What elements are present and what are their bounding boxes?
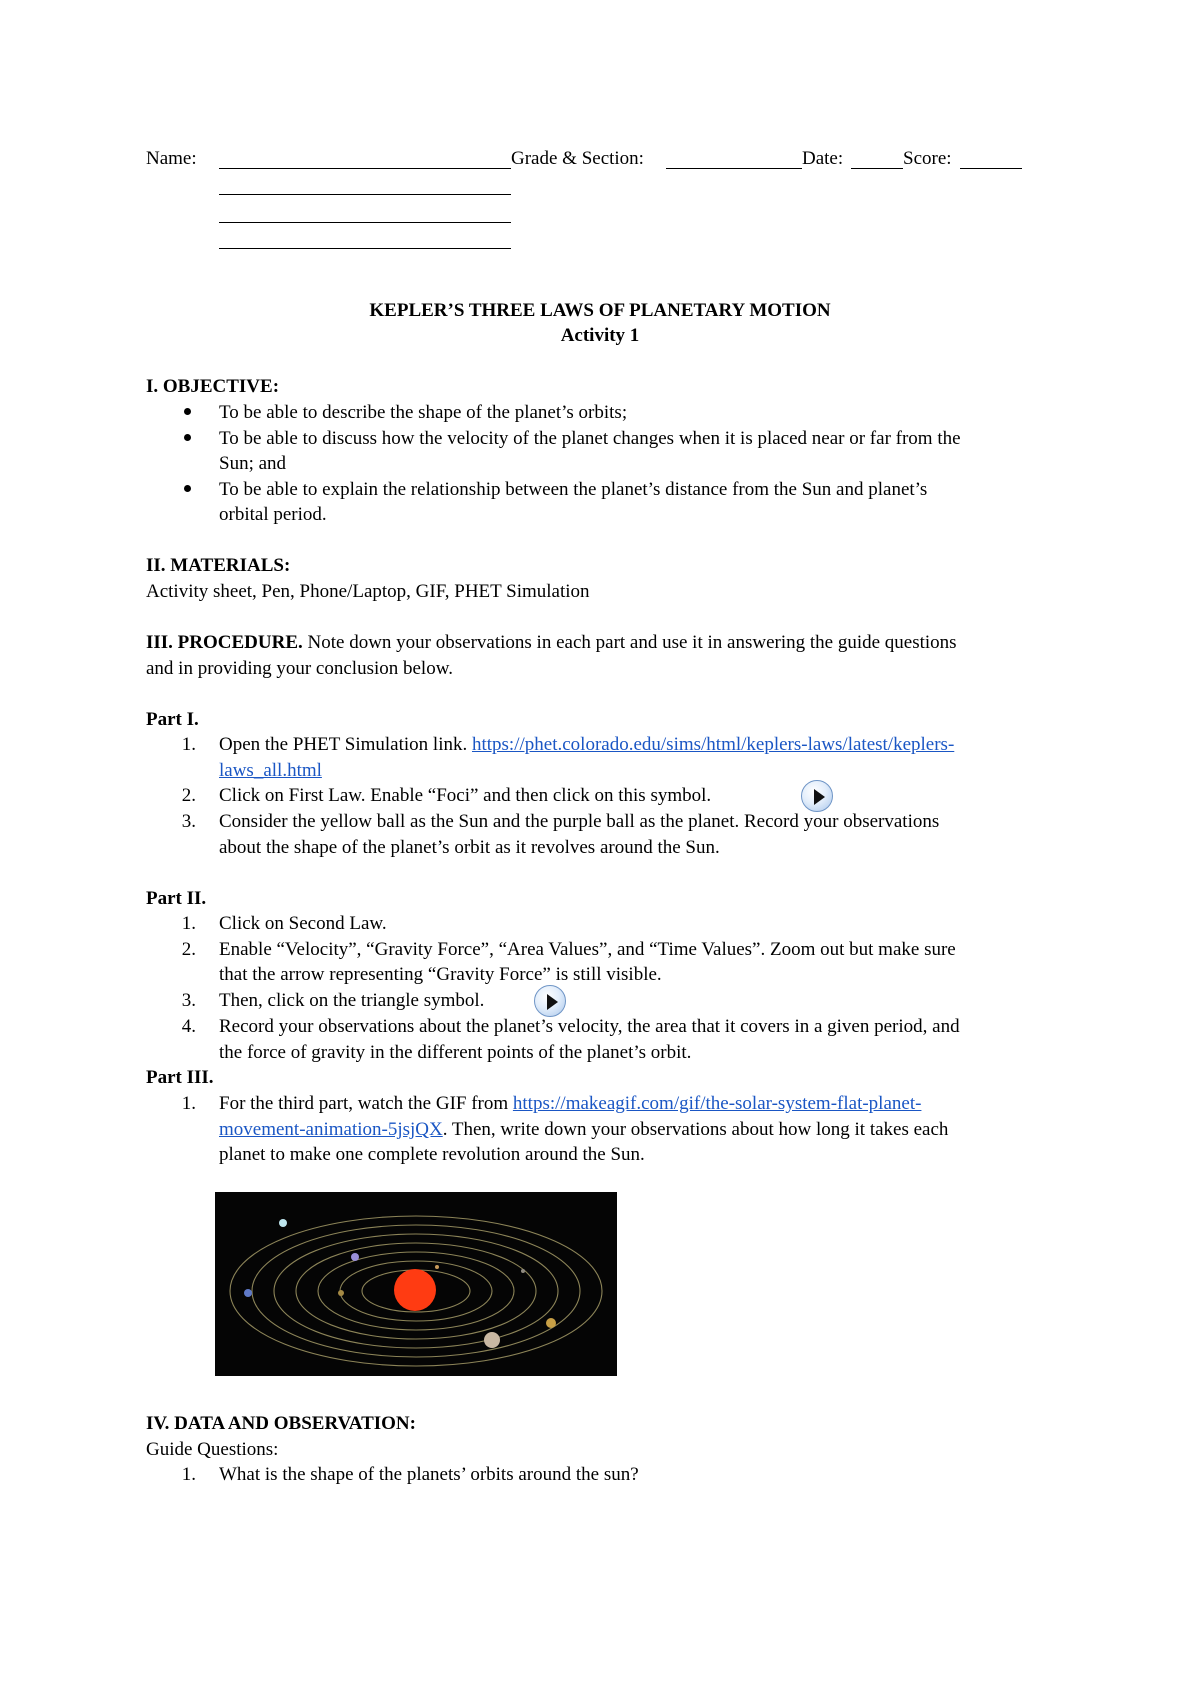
planet (351, 1253, 359, 1261)
part-2-item-1: Click on Second Law. (219, 913, 387, 934)
objective-heading: I. OBJECTIVE: (146, 376, 280, 397)
list-number: 1. (181, 913, 196, 934)
bullet-icon (184, 485, 191, 492)
bullet-icon (184, 408, 191, 415)
play-icon (534, 985, 566, 1017)
name-blank-2[interactable] (219, 194, 511, 195)
list-number: 3. (181, 811, 196, 832)
name-blank-3[interactable] (219, 222, 511, 223)
list-number: 4. (181, 1016, 196, 1037)
phet-simulation-link-continued[interactable]: laws_all.html (219, 760, 322, 781)
part-3-item-1-text-continued: . Then, write down your observations about how long it takes each (442, 1119, 949, 1140)
name-blank-1[interactable] (219, 168, 511, 169)
objective-item-2-line-1: To be able to discuss how the velocity of the planet changes when it is placed near or far from the (219, 428, 961, 449)
guide-questions-label: Guide Questions: (146, 1439, 279, 1460)
gif-link[interactable]: https://makeagif.com/gif/the-solar-system-flat-planet- (512, 1093, 922, 1114)
document-title: KEPLER’S THREE LAWS OF PLANETARY MOTION (369, 300, 831, 321)
part-3-item-1-line-3: planet to make one complete revolution around the Sun. (219, 1144, 645, 1165)
name-label: Name: (146, 148, 197, 169)
planet (484, 1332, 500, 1348)
procedure-intro-line-2: and in providing your conclusion below. (146, 658, 453, 679)
part-1-item-1-text: Open the PHET Simulation link. (219, 734, 472, 755)
planet (521, 1269, 525, 1273)
gif-link-continued[interactable]: movement-animation-5jsjQX (219, 1119, 443, 1140)
activity-subtitle: Activity 1 (560, 325, 640, 346)
objective-item-3-line-2: orbital period. (219, 504, 327, 525)
part-2-item-2-line-1: Enable “Velocity”, “Gravity Force”, “Area Values”, and “Time Values”. Zoom out but make sure (219, 939, 956, 960)
grade-section-blank[interactable] (666, 168, 802, 169)
objective-item-3-line-1: To be able to explain the relationship between the planet’s distance from the Sun and planet’s (219, 479, 928, 500)
name-blank-4[interactable] (219, 248, 511, 249)
list-number: 3. (181, 990, 196, 1011)
part-3-item-1-line-2 (219, 1117, 948, 1142)
part-1-item-3-line-2: about the shape of the planet’s orbit as it revolves around the Sun. (219, 837, 720, 858)
list-number: 2. (181, 785, 196, 806)
part-1-item-2: Click on First Law. Enable “Foci” and then click on this symbol. (219, 785, 712, 806)
solar-system-image (215, 1192, 617, 1376)
phet-simulation-link[interactable]: https://phet.colorado.edu/sims/html/keplers-laws/latest/keplers- (471, 734, 955, 755)
guide-question-1: What is the shape of the planets’ orbits around the sun? (219, 1464, 639, 1485)
list-number: 2. (181, 939, 196, 960)
list-number: 1. (181, 734, 196, 755)
planet (338, 1290, 344, 1296)
part-3-heading: Part III. (146, 1067, 214, 1088)
planet (244, 1289, 252, 1297)
objective-item-1: To be able to describe the shape of the planet’s orbits; (219, 402, 628, 423)
data-observation-heading: IV. DATA AND OBSERVATION: (146, 1413, 416, 1434)
part-3-item-1-line-1 (219, 1091, 921, 1116)
part-1-item-3-line-1: Consider the yellow ball as the Sun and the purple ball as the planet. Record your observations (219, 811, 940, 832)
planet (435, 1265, 439, 1269)
planet (279, 1219, 287, 1227)
materials-list: Activity sheet, Pen, Phone/Laptop, GIF, PHET Simulation (146, 581, 590, 602)
part-2-heading: Part II. (146, 888, 207, 909)
procedure-text: Note down your observations in each part and use it in answering the guide questions (302, 632, 957, 653)
list-number: 1. (181, 1464, 196, 1485)
part-2-item-2-line-2: that the arrow representing “Gravity Force” is still visible. (219, 964, 662, 985)
part-2-item-4-line-2: the force of gravity in the different points of the planet’s orbit. (219, 1042, 692, 1063)
date-label: Date: (802, 148, 844, 169)
part-1-item-1 (219, 732, 954, 757)
part-1-heading: Part I. (146, 709, 199, 730)
score-label: Score: (903, 148, 952, 169)
sun (394, 1269, 436, 1311)
procedure-intro-line-1 (146, 630, 957, 655)
bullet-icon (184, 434, 191, 441)
objective-item-2-line-2: Sun; and (219, 453, 287, 474)
materials-heading: II. MATERIALS: (146, 555, 291, 576)
date-blank[interactable] (851, 168, 903, 169)
score-blank[interactable] (960, 168, 1022, 169)
part-2-item-4-line-1: Record your observations about the planet’s velocity, the area that it covers in a given period, and (219, 1016, 960, 1037)
procedure-heading: III. PROCEDURE. (146, 632, 303, 653)
solar-system-animation (215, 1192, 617, 1376)
grade-section-label: Grade & Section: (511, 148, 644, 169)
part-2-item-3: Then, click on the triangle symbol. (219, 990, 485, 1011)
play-icon (801, 780, 833, 812)
planet (546, 1318, 556, 1328)
part-3-item-1-text: For the third part, watch the GIF from (219, 1093, 513, 1114)
list-number: 1. (181, 1093, 196, 1114)
